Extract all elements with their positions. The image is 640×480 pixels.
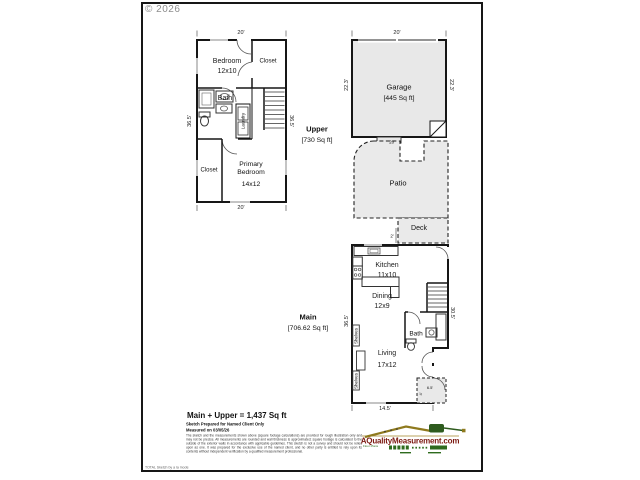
porch-depth-dimension: 4' bbox=[418, 392, 424, 396]
upper-floor-area: [730 Sq ft] bbox=[301, 137, 333, 145]
main-floor-title: Main bbox=[299, 312, 317, 322]
area-label-patio: Patio bbox=[389, 178, 407, 188]
upper-bottom-dimension: 20' bbox=[237, 204, 245, 211]
room-size-living: 17x12 bbox=[377, 361, 397, 369]
main-left-dimension: 36.5' bbox=[343, 315, 350, 327]
room-label-kitchen: Kitchen bbox=[375, 261, 399, 269]
room-label-laundry: Laundry bbox=[240, 112, 246, 130]
room-label-bath-upper: Bath bbox=[217, 94, 233, 102]
garage-left-dimension: 22.3' bbox=[343, 79, 350, 91]
room-label-bedroom: Bedroom bbox=[212, 57, 242, 65]
upper-floor-title: Upper bbox=[306, 124, 328, 134]
garage-area: [445 Sq ft] bbox=[383, 95, 415, 103]
garage-right-dimension: 22.3' bbox=[448, 79, 455, 91]
area-label-deck: Deck bbox=[411, 224, 427, 232]
main-bottom-dimension: 14.5' bbox=[379, 405, 391, 412]
main-right-dimension: 30.5' bbox=[449, 307, 456, 319]
measured-on-note: Measured on 03/05/26 bbox=[186, 427, 230, 432]
disclaimer-text: The sketch and the measurements shown above (square footage calculations) are provided for rough illustration only and may not be precise. All measurements are rounded and wall thickness is approximated; square footage is calculated to the outside of the exterior walls in accordance with applicable guidelines. This sketch is not a survey and should not be relied upon as one. It was prepared for the exclusive use of the named client, and no other party is entitled to rely upon its contents without independent verification by a qualified measurement professional. bbox=[186, 434, 362, 454]
garage-top-dimension: 20' bbox=[393, 29, 401, 36]
copyright-notice: © 2026 bbox=[145, 4, 181, 15]
logo-ruler-marks bbox=[389, 446, 447, 454]
room-label-living: Living bbox=[377, 349, 397, 357]
room-label-garage: Garage bbox=[386, 82, 412, 92]
room-label-closet-lower: Closet bbox=[200, 167, 218, 174]
software-watermark: TOTAL Sketch by a la mode bbox=[145, 466, 189, 470]
total-area-summary: Main + Upper = 1,437 Sq ft bbox=[187, 411, 287, 420]
room-size-kitchen: 11x10 bbox=[377, 271, 397, 279]
upper-left-dimension: 36.5' bbox=[186, 115, 193, 127]
upper-top-dimension: 20' bbox=[237, 29, 245, 36]
upper-right-dimension: 36.5' bbox=[288, 115, 295, 127]
logo-domain-text: AQualityMeasurement.com bbox=[360, 435, 460, 445]
garage-bottom-dimension: 20' bbox=[389, 139, 395, 145]
main-floor-area: [706.62 Sq ft] bbox=[287, 325, 329, 333]
label-shelves-1: Shelves bbox=[353, 327, 359, 345]
room-label-dining: Dining bbox=[372, 292, 392, 300]
room-size-dining: 12x9 bbox=[374, 302, 390, 310]
deck-step-dimension: 2' bbox=[390, 233, 394, 239]
prepared-for-note: Sketch Prepared for Named Client Only bbox=[186, 421, 265, 427]
room-label-closet-upper: Closet bbox=[259, 58, 277, 65]
logo-tagline-text: Floor Plans bbox=[363, 445, 379, 448]
label-shelves-2: Shelves bbox=[353, 372, 359, 390]
porch-width-dimension: 6.5' bbox=[426, 385, 434, 391]
room-label-primary-bedroom: Primary Bedroom bbox=[237, 161, 265, 176]
room-size-primary-bedroom: 14x12 bbox=[241, 181, 261, 189]
room-label-bath-main: Bath bbox=[409, 330, 423, 338]
room-size-bedroom: 12x10 bbox=[217, 67, 237, 75]
